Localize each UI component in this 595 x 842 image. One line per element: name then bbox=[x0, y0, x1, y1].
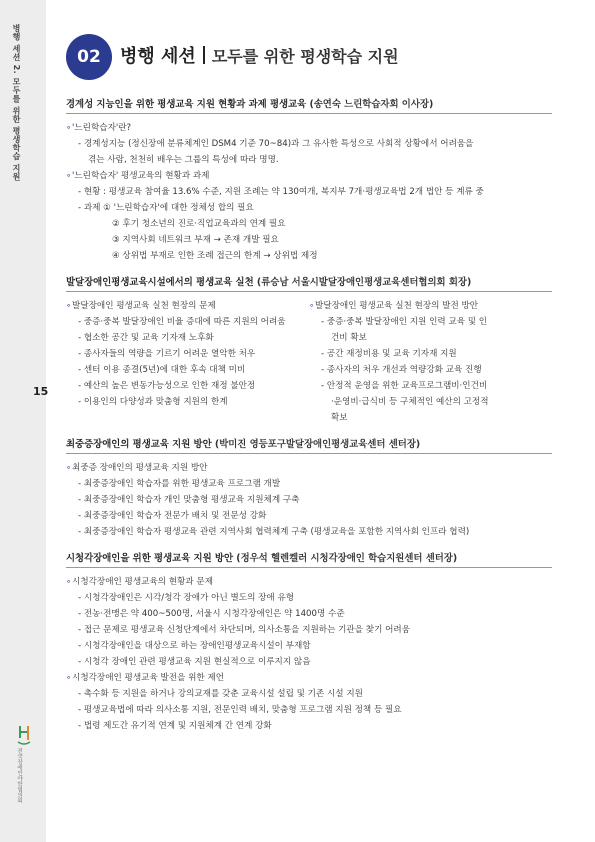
list-item-text: - 종사자들의 역량을 기르기 어려운 열악한 처우 bbox=[78, 349, 256, 359]
list-item bbox=[66, 200, 552, 216]
list-item bbox=[66, 330, 309, 346]
list-item-text: 시청각장애인 평생교육 발전을 위한 제언 bbox=[72, 673, 225, 683]
page-title-main: 병행 세션 bbox=[120, 46, 196, 67]
list-item-text: ② 후기 청소년의 진로·직업교육과의 연계 필요 bbox=[112, 219, 286, 229]
list-item-text: - 최중증장애인 학습자 개인 맞춤형 평생교육 지원체계 구축 bbox=[78, 495, 300, 505]
list-item-text: - 중증·중복 발달장애인 지원 인력 교육 및 인 bbox=[321, 317, 488, 327]
section-body bbox=[66, 574, 552, 734]
list-item-text: 겪는 사람, 천천히 배우는 그룹의 특성에 따라 명명. bbox=[88, 155, 279, 165]
list-item bbox=[66, 136, 552, 152]
sidebar-running-title: 병행 세션 2. 모두를 위한 평생학습 지원 bbox=[12, 24, 21, 181]
list-item bbox=[66, 590, 552, 606]
list-item-text: - 촉수화 등 지원을 하거나 강의교재를 갖춘 교육시설 설립 및 기존 시설 지원 bbox=[78, 689, 363, 699]
list-item bbox=[66, 606, 552, 622]
main-content bbox=[66, 96, 552, 734]
list-item-text: - 예산의 높은 변동가능성으로 인한 재정 불안정 bbox=[78, 381, 256, 391]
list-item bbox=[66, 394, 309, 410]
bullet-heading bbox=[66, 670, 552, 686]
bullet-heading bbox=[66, 574, 552, 590]
bullet-icon: ∘ bbox=[66, 171, 72, 180]
list-item bbox=[309, 346, 552, 362]
bullet-icon: ∘ bbox=[66, 301, 72, 310]
left-column bbox=[66, 298, 309, 426]
list-item bbox=[309, 378, 552, 394]
list-item-text: 발달장애인 평생교육 실천 현장의 문제 bbox=[72, 301, 216, 311]
list-item-text: 확보 bbox=[331, 413, 348, 423]
bullet-heading bbox=[66, 168, 552, 184]
list-item-text: - 시청각 장애인 관련 평생교육 지원 현실적으로 이루지지 않음 bbox=[78, 657, 311, 667]
page-number: 15 bbox=[33, 385, 49, 398]
session-number-badge: 02 bbox=[66, 34, 112, 80]
list-item bbox=[66, 718, 552, 734]
list-item bbox=[66, 216, 552, 232]
list-item bbox=[66, 476, 552, 492]
bullet-heading bbox=[66, 298, 309, 314]
list-item-text: - 과제 ① '느린학습자'에 대한 정체성 합의 필요 bbox=[78, 203, 254, 213]
page-subtitle: 모두를 위한 평생학습 지원 bbox=[211, 47, 399, 66]
sidebar bbox=[0, 0, 49, 842]
list-item-text: - 협소한 공간 및 교육 기자재 노후화 bbox=[78, 333, 214, 343]
list-item-text: - 종사자의 처우 개선과 역량강화 교육 진행 bbox=[321, 365, 482, 375]
list-item-text: - 중증·중복 발달장애인 비율 증대에 따른 지원의 어려움 bbox=[78, 317, 286, 327]
list-item bbox=[66, 248, 552, 264]
list-item bbox=[309, 394, 552, 410]
list-item bbox=[309, 410, 552, 426]
section-body bbox=[66, 120, 552, 264]
section-title: 발달장애인평생교육시설에서의 평생교육 실천 bbox=[66, 277, 254, 288]
list-item bbox=[66, 184, 552, 200]
list-item-text: '느린학습자'란? bbox=[72, 123, 132, 133]
list-item-text: - 공간 재정비용 및 교육 기자재 지원 bbox=[321, 349, 457, 359]
bullet-icon: ∘ bbox=[66, 577, 72, 586]
bullet-icon: ∘ bbox=[66, 123, 72, 132]
section-body bbox=[66, 460, 552, 540]
section-heading bbox=[66, 436, 552, 454]
list-item-text: - 시청각장애인을 대상으로 하는 장애인평생교육시설이 부재함 bbox=[78, 641, 311, 651]
title-divider bbox=[203, 46, 205, 64]
list-item-text: 시청각장애인 평생교육의 현황과 문제 bbox=[72, 577, 214, 587]
list-item bbox=[66, 492, 552, 508]
list-item bbox=[66, 346, 309, 362]
list-item bbox=[309, 314, 552, 330]
bullet-heading bbox=[66, 460, 552, 476]
list-item-text: - 평생교육법에 따라 의사소통 지원, 전문인력 배치, 맞춤형 프로그램 지원 정책 등 필요 bbox=[78, 705, 402, 715]
list-item-text: - 시청각장애인은 시각/청각 장애가 아닌 별도의 장애 유형 bbox=[78, 593, 295, 603]
section-speaker: (류승남 서울시발달장애인평생교육센터협의회 회장) bbox=[256, 277, 472, 288]
list-item-text: - 최중증장애인 학습자 평생교육 관련 지역사회 협력체계 구축 (평생교육을 포함한 지역사회 인프라 협력) bbox=[78, 527, 470, 537]
list-item bbox=[309, 362, 552, 378]
list-item-text: - 센터 이용 종결(5년)에 대한 후속 대책 미비 bbox=[78, 365, 246, 375]
bullet-icon: ∘ bbox=[66, 673, 72, 682]
bullet-heading bbox=[66, 120, 552, 136]
section-heading bbox=[66, 96, 552, 114]
list-item bbox=[66, 638, 552, 654]
list-item-text: - 이용인의 다양성과 맞춤형 지원의 한계 bbox=[78, 397, 228, 407]
section-title: 시청각장애인을 위한 평생교육 지원 방안 bbox=[66, 553, 234, 564]
section-speaker: (송연숙 느린학습자회 이사장) bbox=[309, 99, 434, 110]
list-item bbox=[66, 362, 309, 378]
list-item-text: '느린학습자' 평생교육의 현황과 과제 bbox=[72, 171, 210, 181]
list-item-text: ③ 지역사회 네트워크 부재 → 존재 개발 필요 bbox=[112, 235, 279, 245]
list-item-text: - 경계성지능 (정신장애 분류체계인 DSM4 기준 70~84)과 그 유사한 특성으로 사회적 상황에서 어려움을 bbox=[78, 139, 474, 149]
bullet-icon: ∘ bbox=[66, 463, 72, 472]
section-speaker: (박미진 영등포구발달장애인평생교육센터 센터장) bbox=[214, 439, 421, 450]
list-item-text: - 안정적 운영을 위한 교육프로그램비·인건비 bbox=[321, 381, 488, 391]
list-item-text: - 접근 문제로 평생교육 신청단계에서 차단되며, 의사소통을 지원하는 기관을 찾기 어려움 bbox=[78, 625, 411, 635]
list-item-text: 건비 확보 bbox=[331, 333, 367, 343]
list-item bbox=[66, 524, 552, 540]
list-item-text: - 법령 제도간 유기적 연계 및 지원체계 간 연계 강화 bbox=[78, 721, 272, 731]
list-item-text: ④ 상위법 부재로 인한 조례 접근의 한계 → 상위법 제정 bbox=[112, 251, 318, 261]
bullet-heading bbox=[309, 298, 552, 314]
section-heading bbox=[66, 550, 552, 568]
list-item bbox=[66, 152, 552, 168]
list-item bbox=[66, 702, 552, 718]
section-speaker: (정우석 헬렌켈러 시청각장애인 학습지원센터 센터장) bbox=[236, 553, 458, 564]
section-heading bbox=[66, 274, 552, 292]
bullet-icon: ∘ bbox=[309, 301, 315, 310]
list-item-text: - 현황 : 평생교육 참여율 13.6% 수준, 지원 조례는 약 130여개, 복지부 7개·평생교육법 2개 법안 등 계류 중 bbox=[78, 187, 484, 197]
list-item-text: 최중증 장애인의 평생교육 지원 방안 bbox=[72, 463, 208, 473]
list-item bbox=[66, 622, 552, 638]
list-item bbox=[66, 654, 552, 670]
section-title: 경계성 지능인을 위한 평생교육 지원 현황과 과제 평생교육 bbox=[66, 99, 307, 110]
list-item bbox=[66, 232, 552, 248]
two-column-body bbox=[66, 298, 552, 426]
logo-text: 전국장애인야학협의회 bbox=[16, 748, 22, 803]
list-item bbox=[66, 314, 309, 330]
page-title bbox=[120, 42, 399, 68]
list-item bbox=[309, 330, 552, 346]
list-item bbox=[66, 686, 552, 702]
right-column bbox=[309, 298, 552, 426]
section-title: 최중증장애인의 평생교육 지원 방안 bbox=[66, 439, 212, 450]
list-item-text: - 전농·전맹은 약 400~500명, 서울시 시청각장애인은 약 1400명 수준 bbox=[78, 609, 345, 619]
list-item-text: ·운영비·급식비 등 구체적인 예산의 고정적 bbox=[331, 397, 489, 407]
list-item-text: 발달장애인 평생교육 실천 현장의 발전 방안 bbox=[315, 301, 479, 311]
list-item-text: - 최중증장애인 학습자 전문가 배치 및 전문성 강화 bbox=[78, 511, 267, 521]
list-item bbox=[66, 508, 552, 524]
list-item-text: - 최중증장애인 학습자를 위한 평생교육 프로그램 개발 bbox=[78, 479, 281, 489]
list-item bbox=[66, 378, 309, 394]
